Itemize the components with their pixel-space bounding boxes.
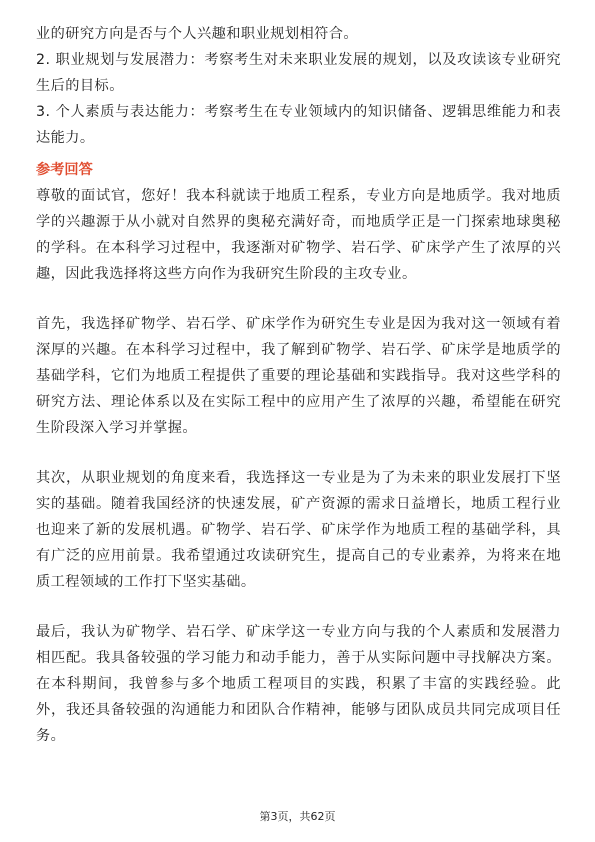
list-item-3: 3. 个人素质与表达能力：考察考生在专业领域内的知识储备、逻辑思维能力和表达能力。	[36, 104, 561, 146]
list-item-2: 2. 职业规划与发展潜力：考察考生对未来职业发展的规划，以及攻读该专业研究生后的目标。	[36, 52, 561, 94]
answer-paragraph-2: 首先，我选择矿物学、岩石学、矿床学作为研究生专业是因为我对这一领域有着深厚的兴趣。在本科学习过程中，我了解到矿物学、岩石学、矿床学是地质学的基础学科，它们为地质工程提供了重要的理论基础和实践指导。我对这些学科的研究方法、理论体系以及在实际工程中的应用产生了浓厚的兴趣，希望能在研究生阶段深入学习并掌握。	[36, 316, 561, 436]
document-body	[36, 21, 561, 749]
answer-paragraph-3: 其次，从职业规划的角度来看，我选择这一专业是为了为未来的职业发展打下坚实的基础。随着我国经济的快速发展，矿产资源的需求日益增长，地质工程行业也迎来了新的发展机遇。矿物学、岩石学、矿床学作为地质工程的基础学科，具有广泛的应用前景。我希望通过攻读研究生，提高自己的专业素养，为将来在地质工程领域的工作打下坚实基础。	[36, 470, 561, 590]
answer-paragraph-4: 最后，我认为矿物学、岩石学、矿床学这一专业方向与我的个人素质和发展潜力相匹配。我具备较强的学习能力和动手能力，善于从实际问题中寻找解决方案。在本科期间，我曾参与多个地质工程项目的实践，积累了丰富的实践经验。此外，我还具备较强的沟通能力和团队合作精神，能够与团队成员共同完成项目任务。	[36, 624, 561, 744]
page-number: 第3页，共62页	[259, 810, 336, 823]
continued-line: 业的研究方向是否与个人兴趣和职业规划相符合。	[36, 26, 359, 42]
answer-heading: 参考回答	[36, 162, 93, 178]
paragraph-gap	[36, 287, 561, 311]
paragraph-gap	[36, 441, 561, 465]
answer-paragraph-1: 尊敬的面试官，您好！我本科就读于地质工程系，专业方向是地质学。我对地质学的兴趣源于从小就对自然界的奥秘充满好奇，而地质学正是一门探索地球奥秘的学科。在本科学习过程中，我逐渐对矿物学、岩石学、矿床学产生了浓厚的兴趣，因此我选择将这些方向作为我研究生阶段的主攻专业。	[36, 188, 561, 282]
paragraph-gap	[36, 595, 561, 619]
